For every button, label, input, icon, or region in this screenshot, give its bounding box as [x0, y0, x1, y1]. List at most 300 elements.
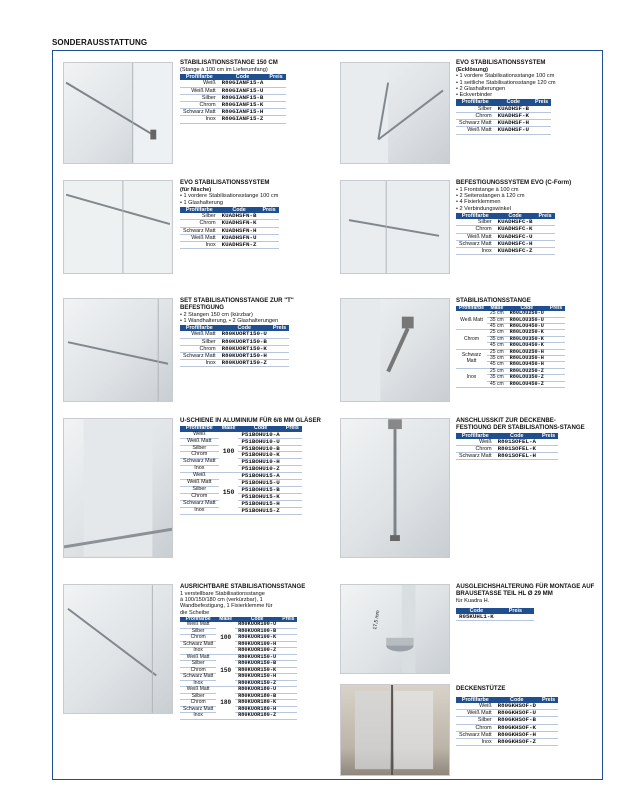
cell-color: Weiß Matt — [180, 687, 216, 694]
cell-size: 150 — [219, 473, 239, 514]
block-title: AUSGLEICHSHALTERUNG FÜR MONTAGE AUF BRAUSETASSE TEIL HL Ø 29 MM — [456, 583, 595, 597]
block-desc: • 1 Glashalterung — [180, 199, 224, 206]
col-header: Maße — [219, 426, 239, 432]
block-stabilisationsstange-150 — [180, 60, 286, 124]
cell-color: Chrom — [180, 667, 216, 674]
cell-code: KUADHSF-K — [495, 112, 532, 119]
dimension-label: 17,5 mm — [372, 609, 382, 631]
price-table — [180, 207, 279, 249]
cell-code: R801SOFEL-K — [495, 446, 539, 453]
table-row — [180, 116, 286, 123]
cell-color: Silber — [456, 106, 495, 113]
cell-code: KUADHSFC-K — [495, 226, 536, 233]
cell-color: Schwarz Matt — [456, 240, 495, 247]
cell-color: Schwarz Matt — [180, 227, 219, 234]
product-image-u-schiene — [63, 418, 173, 558]
cell-code: R80GIANF15-K — [219, 101, 267, 108]
cell-color: Silber — [180, 213, 219, 220]
product-image-deckenbefestigung — [340, 418, 450, 558]
cell-color: Weiß Matt — [456, 710, 495, 717]
cell-price — [270, 331, 289, 338]
table-row — [456, 453, 558, 460]
product-image-ausrichtbar — [63, 584, 173, 714]
cell-code: P51BOHU15-B — [238, 486, 282, 493]
cell-color: Weiß Matt — [456, 233, 495, 240]
cell-code: R80GKHSOF-D — [495, 703, 539, 710]
cell-price — [270, 360, 289, 367]
cell-code: R80KUOR150-H — [235, 674, 279, 681]
block-desc: • 1 seitliche Stabilisationsstange 120 cm — [456, 79, 556, 86]
col-header: Preis — [497, 608, 534, 614]
cell-color: Weiß Matt — [180, 654, 216, 661]
col-header: Profilfarbe — [180, 426, 219, 432]
col-header: Preis — [539, 433, 558, 439]
cell-color: Weiß Matt — [180, 331, 219, 338]
cell-color: Silber — [180, 94, 219, 101]
col-header: Profilfarbe — [180, 325, 219, 331]
col-header: Maße — [487, 306, 507, 311]
cell-code: KUADHSF-U — [495, 127, 532, 134]
block-deckenbefestigung — [456, 418, 586, 460]
price-table — [456, 213, 555, 255]
cell-size: 25 cm — [487, 368, 507, 374]
block-desc: die Scheibe — [180, 609, 210, 616]
block-t-befestigung — [180, 298, 330, 367]
block-desc: (Stange à 100 cm im Lieferumfang) — [180, 66, 268, 73]
block-title: U-SCHIENE IN ALUMINIUM FÜR 6/8 MM GLÄSER — [180, 417, 321, 424]
cell-color: Schwarz Matt — [180, 706, 216, 713]
block-stabilisationsstange-kurz — [456, 298, 565, 388]
cell-color: Schwarz Matt — [180, 500, 219, 507]
col-header: Code — [235, 617, 279, 623]
cell-code: R80GKHSOF-H — [495, 731, 539, 738]
cell-code: R80LOU250-Z — [507, 368, 547, 374]
cell-price — [270, 345, 289, 352]
cell-code: R80GIANF15-U — [219, 87, 267, 94]
col-header: Code — [238, 426, 282, 432]
cell-code: R80KUOR180-U — [235, 687, 279, 694]
cell-code: R80KUORT150-U — [219, 331, 270, 338]
block-ausrichtbar — [180, 584, 305, 720]
cell-code: R80GIANF15-B — [219, 94, 267, 101]
cell-color: Silber — [180, 693, 216, 700]
cell-price — [539, 731, 558, 738]
cell-price — [539, 717, 558, 724]
cell-color: Weiß — [180, 473, 219, 480]
col-header: Code — [456, 608, 497, 614]
cell-code: R80GIANF15-Z — [219, 116, 267, 123]
cell-code: R80LOU350-U — [507, 317, 547, 323]
table-row — [456, 614, 534, 621]
price-table — [456, 697, 558, 746]
cell-price — [270, 353, 289, 360]
cell-code: P51BOHU10-K — [238, 452, 282, 459]
cell-size: 45 cm — [487, 324, 507, 330]
cell-color: Chrom — [456, 724, 495, 731]
col-header: Profilfarbe — [456, 99, 495, 105]
col-header: Preis — [539, 697, 558, 703]
col-header: Code — [495, 697, 539, 703]
cell-code: R80LOU450-Z — [507, 381, 547, 387]
block-desc: für Kuadra H. — [456, 597, 490, 604]
block-desc: • 2 Verbindungswinkel — [456, 205, 511, 212]
cell-code: P51BOHU15-K — [238, 493, 282, 500]
cell-color: Weiß — [180, 80, 219, 87]
cell-price — [497, 614, 534, 621]
col-header: Profilfarbe — [180, 207, 219, 213]
block-desc: • 1 vordere Stabilisationsstange 100 cm — [456, 73, 555, 80]
cell-code: KUADHSF-B — [495, 106, 532, 113]
cell-price — [259, 213, 278, 220]
cell-price — [266, 109, 285, 116]
cell-code: R80KUORT150-K — [219, 345, 270, 352]
col-header: Code — [507, 306, 547, 311]
cell-color: Chrom — [456, 112, 495, 119]
block-subtitle: (Ecklösung) — [456, 66, 489, 73]
cell-price — [532, 120, 551, 127]
cell-code: P51BOHU10-B — [238, 445, 282, 452]
cell-color: Weiß Matt — [180, 622, 216, 628]
block-desc: • 2 Glashalterungen — [456, 85, 506, 92]
block-deckenstuetze — [456, 686, 558, 746]
cell-color: Schwarz Matt — [180, 641, 216, 648]
block-title: DECKENSTÜTZE — [456, 685, 506, 692]
cell-code: R80LOU450-H — [507, 362, 547, 368]
col-header: Preis — [270, 325, 289, 331]
cell-price — [266, 101, 285, 108]
block-evo-c-form — [456, 180, 571, 255]
cell-color: Chrom — [180, 493, 219, 500]
cell-code: R80GKHSOF-B — [495, 717, 539, 724]
cell-color: Inox — [180, 116, 219, 123]
cell-price — [539, 453, 558, 460]
cell-code: R80KUOR180-Z — [235, 713, 279, 720]
cell-price — [270, 338, 289, 345]
cell-color: Schwarz Matt — [180, 674, 216, 681]
cell-code: P51BOHU10-U — [238, 438, 282, 445]
block-desc: Wandbefestigung, 1 Fixierklemme für — [180, 603, 273, 610]
price-table — [456, 433, 558, 461]
cell-code: R801SOFEL-H — [495, 453, 539, 460]
block-title: SET STABILISATIONSSTANGE ZUR "T" BEFESTIGUNG — [180, 297, 294, 311]
cell-color: Chrom — [180, 345, 219, 352]
cell-code: R05KUHL1-K — [456, 614, 497, 621]
cell-code: R80KUOR150-U — [235, 654, 279, 661]
col-header: Profilfarbe — [456, 213, 495, 219]
cell-color: Chrom — [180, 635, 216, 642]
cell-code: R80KUOR100-U — [235, 622, 279, 628]
block-desc: • 1 Frontstange à 100 cm — [456, 186, 519, 193]
cell-color: Chrom — [456, 330, 487, 349]
cell-color: Schwarz Matt — [456, 120, 495, 127]
block-title: EVO STABILISATIONSSYSTEM — [456, 59, 546, 66]
col-header: Code — [219, 74, 267, 80]
cell-color: Weiß — [456, 439, 495, 446]
col-header: Profilfarbe — [456, 306, 487, 311]
cell-color: Silber — [180, 661, 216, 668]
cell-price — [266, 87, 285, 94]
cell-price — [259, 241, 278, 248]
cell-code: R80KUOR180-H — [235, 706, 279, 713]
cell-code: P51BOHU10-A — [238, 432, 282, 438]
cell-color: Schwarz Matt — [456, 453, 495, 460]
cell-color: Silber — [180, 338, 219, 345]
product-image-t-befestigung — [63, 298, 173, 402]
cell-code: R80LOU450-K — [507, 343, 547, 349]
table-row — [180, 241, 279, 248]
cell-code: R80KUORT150-Z — [219, 360, 270, 367]
cell-color: Inox — [456, 368, 487, 387]
cell-code: R80GKHSOF-U — [495, 710, 539, 717]
cell-color: Inox — [180, 648, 216, 655]
cell-price — [259, 220, 278, 227]
cell-price — [532, 106, 551, 113]
col-header: Preis — [547, 306, 565, 311]
block-desc: • Eckverbinder — [456, 92, 493, 99]
cell-color: Weiß Matt — [180, 87, 219, 94]
cell-color: Chrom — [180, 101, 219, 108]
cell-code: P51BOHU15-Z — [238, 507, 282, 514]
cell-color: Chrom — [180, 452, 219, 459]
cell-price — [539, 446, 558, 453]
cell-price — [539, 439, 558, 446]
cell-size: 35 cm — [487, 356, 507, 362]
block-evo-nische — [180, 180, 279, 249]
cell-price — [535, 233, 554, 240]
cell-color: Silber — [456, 219, 495, 226]
block-desc: • 1 vordere Stabilisationsstange 100 cm — [180, 193, 279, 200]
block-desc: • 2 Seitenstangen à 120 cm — [456, 193, 525, 200]
product-image-deckenstuetze — [340, 684, 450, 776]
cell-code: R80LOU350-Z — [507, 375, 547, 381]
cell-color: Inox — [180, 241, 219, 248]
cell-size: 45 cm — [487, 362, 507, 368]
cell-code: R801SOFEL-A — [495, 439, 539, 446]
cell-code: KUADHSFN-Z — [219, 241, 260, 248]
price-table — [180, 617, 297, 720]
block-desc: • 2 Stangen 150 cm (kürzbar) — [180, 311, 253, 318]
block-desc: à 100/150/180 cm (verkürzbar), 1 — [180, 597, 263, 604]
cell-size: 25 cm — [487, 311, 507, 317]
cell-code: R80KUOR150-Z — [235, 680, 279, 687]
cell-size: 45 cm — [487, 381, 507, 387]
cell-code: KUADHSFC-Z — [495, 248, 536, 255]
col-header: Maße — [216, 617, 235, 623]
cell-price — [535, 240, 554, 247]
cell-code: P51BOHU10-H — [238, 459, 282, 466]
table-row — [180, 507, 302, 514]
col-header: Preis — [279, 617, 297, 623]
table-row — [456, 739, 558, 746]
cell-price — [259, 234, 278, 241]
cell-code: R80GKHSOF-Z — [495, 739, 539, 746]
cell-size: 35 cm — [487, 317, 507, 323]
cell-code: R80KUORT150-B — [219, 338, 270, 345]
cell-color: Weiß Matt — [180, 480, 219, 487]
block-subtitle: (für Nische) — [180, 186, 212, 193]
product-image-evo-nische — [63, 180, 173, 274]
price-table — [456, 306, 565, 388]
table-row — [456, 127, 551, 134]
cell-code: R80LOU250-H — [507, 349, 547, 355]
cell-code: P51BOHU15-A — [238, 473, 282, 480]
table-row — [180, 80, 286, 87]
cell-price — [539, 710, 558, 717]
cell-code: R80LOU450-U — [507, 324, 547, 330]
col-header: Profilfarbe — [456, 697, 495, 703]
block-ausgleichshalterung — [456, 584, 596, 621]
cell-code: R80KUOR100-H — [235, 641, 279, 648]
block-title: AUSRICHTBARE STABILISATIONSSTANGE — [180, 583, 306, 590]
col-header: Profilfarbe — [180, 74, 219, 80]
cell-size: 35 cm — [487, 336, 507, 342]
cell-price — [535, 219, 554, 226]
cell-code: R80KUOR100-Z — [235, 648, 279, 655]
cell-code: P51BOHU15-U — [238, 480, 282, 487]
cell-color: Schwarz Matt — [180, 353, 219, 360]
table-row — [456, 248, 555, 255]
cell-code: KUADHSFN-U — [219, 234, 260, 241]
block-title: STABILISATIONSSTANGE 150 CM — [180, 59, 278, 66]
col-header: Code — [495, 213, 536, 219]
table-row — [180, 713, 297, 720]
cell-code: R80KUORT150-H — [219, 353, 270, 360]
block-desc: • 1 Wandhalterung, • 2 Glashalterungen — [180, 317, 279, 324]
cell-code: R80KUOR150-B — [235, 661, 279, 668]
cell-color: Chrom — [180, 700, 216, 707]
block-u-schiene — [180, 418, 332, 515]
block-desc: 1 verstellbare Stabilisationsstange — [180, 590, 265, 597]
block-title: ANSCHLUSSKIT ZUR DECKENBE-FESTIGUNG DER STABILISATIONS-STANGE — [456, 417, 585, 431]
cell-color: Weiß Matt — [456, 311, 487, 330]
col-header: Preis — [259, 207, 278, 213]
cell-color: Silber — [180, 486, 219, 493]
block-title: EVO STABILISATIONSSYSTEM — [180, 179, 270, 186]
col-header: Profilfarbe — [456, 433, 495, 439]
col-header: Preis — [283, 426, 302, 432]
col-header: Preis — [266, 74, 285, 80]
cell-size: 100 — [216, 622, 235, 654]
price-table — [180, 426, 302, 515]
cell-code: R80KUOR180-B — [235, 693, 279, 700]
cell-price — [539, 724, 558, 731]
price-table — [456, 608, 534, 621]
cell-size: 100 — [219, 432, 239, 473]
cell-size: 150 — [216, 654, 235, 687]
cell-color: Silber — [456, 717, 495, 724]
cell-code: KUADHSFN-H — [219, 227, 260, 234]
cell-color: Weiß Matt — [180, 234, 219, 241]
cell-color: Weiß — [456, 703, 495, 710]
col-header: Profilfarbe — [180, 617, 216, 623]
cell-price — [532, 112, 551, 119]
block-title: STABILISATIONSSTANGE — [456, 297, 531, 304]
table-row — [180, 360, 289, 367]
cell-code: KUADHSF-H — [495, 120, 532, 127]
cell-code: KUADHSFN-K — [219, 220, 260, 227]
cell-color: Inox — [180, 713, 216, 720]
price-table — [180, 74, 286, 123]
product-image-evo-c-form — [340, 180, 450, 274]
col-header: Code — [495, 99, 532, 105]
price-table — [456, 99, 551, 134]
col-header: Code — [219, 207, 260, 213]
cell-code: P51BOHU15-H — [238, 500, 282, 507]
cell-code: R80KUOR100-K — [235, 635, 279, 642]
cell-price — [539, 739, 558, 746]
cell-code: R80LOU250-U — [507, 311, 547, 317]
cell-color: Weiß Matt — [180, 438, 219, 445]
cell-color: Schwarz Matt — [180, 109, 219, 116]
cell-color: Inox — [180, 507, 219, 514]
cell-color: Chrom — [180, 220, 219, 227]
cell-code: KUADHSFC-U — [495, 233, 536, 240]
page-title: SONDERAUSSTATTUNG — [52, 38, 148, 47]
cell-size: 25 cm — [487, 330, 507, 336]
cell-color: Silber — [180, 445, 219, 452]
cell-price — [266, 80, 285, 87]
block-evo-eckloesung — [456, 60, 556, 135]
block-desc: • 4 Fixierklemmen — [456, 199, 501, 206]
cell-color: Inox — [456, 739, 495, 746]
cell-code: R80LOU250-K — [507, 330, 547, 336]
product-image-stabilisationsstange — [63, 62, 173, 164]
col-header: Code — [219, 325, 270, 331]
cell-code: P51BOHU10-Z — [238, 466, 282, 473]
block-title: BEFESTIGUNGSSYSTEM EVO (C-Form) — [456, 179, 572, 186]
col-header: Code — [495, 433, 539, 439]
cell-price — [535, 248, 554, 255]
cell-price — [259, 227, 278, 234]
cell-code: R80KUOR100-B — [235, 628, 279, 635]
cell-size: 45 cm — [487, 343, 507, 349]
cell-color: Chrom — [456, 446, 495, 453]
cell-code: KUADHSFN-B — [219, 213, 260, 220]
cell-color: Schwarz Matt — [456, 349, 487, 368]
col-header: Preis — [535, 213, 554, 219]
table-row — [180, 438, 302, 445]
cell-color: Inox — [456, 248, 495, 255]
cell-price — [266, 94, 285, 101]
cell-color: Inox — [180, 360, 219, 367]
cell-size: 35 cm — [487, 375, 507, 381]
cell-code: R80GIANF15-H — [219, 109, 267, 116]
cell-code: R80GKHSOF-K — [495, 724, 539, 731]
cell-price — [532, 127, 551, 134]
col-header: Preis — [532, 99, 551, 105]
cell-size: 25 cm — [487, 349, 507, 355]
cell-color: Weiß Matt — [456, 127, 495, 134]
product-image-ausgleichshalterung — [340, 584, 450, 674]
cell-color: Inox — [180, 680, 216, 687]
cell-code: KUADHSFC-H — [495, 240, 536, 247]
cell-price — [535, 226, 554, 233]
cell-code: R80LOU350-K — [507, 336, 547, 342]
cell-color: Schwarz Matt — [456, 731, 495, 738]
cell-price — [539, 703, 558, 710]
cell-color: Schwarz Matt — [180, 459, 219, 466]
product-image-evo-eckloesung — [340, 62, 450, 164]
cell-code: R80LOU350-H — [507, 356, 547, 362]
product-image-stabilisationsstange-kurz — [340, 298, 450, 402]
cell-code: R80GIANF15-A — [219, 80, 267, 87]
cell-color: Silber — [180, 628, 216, 635]
cell-color: Chrom — [456, 226, 495, 233]
cell-color: Weiß — [180, 432, 219, 438]
table-row — [456, 226, 555, 233]
price-table — [180, 325, 289, 367]
cell-color: Inox — [180, 466, 219, 473]
